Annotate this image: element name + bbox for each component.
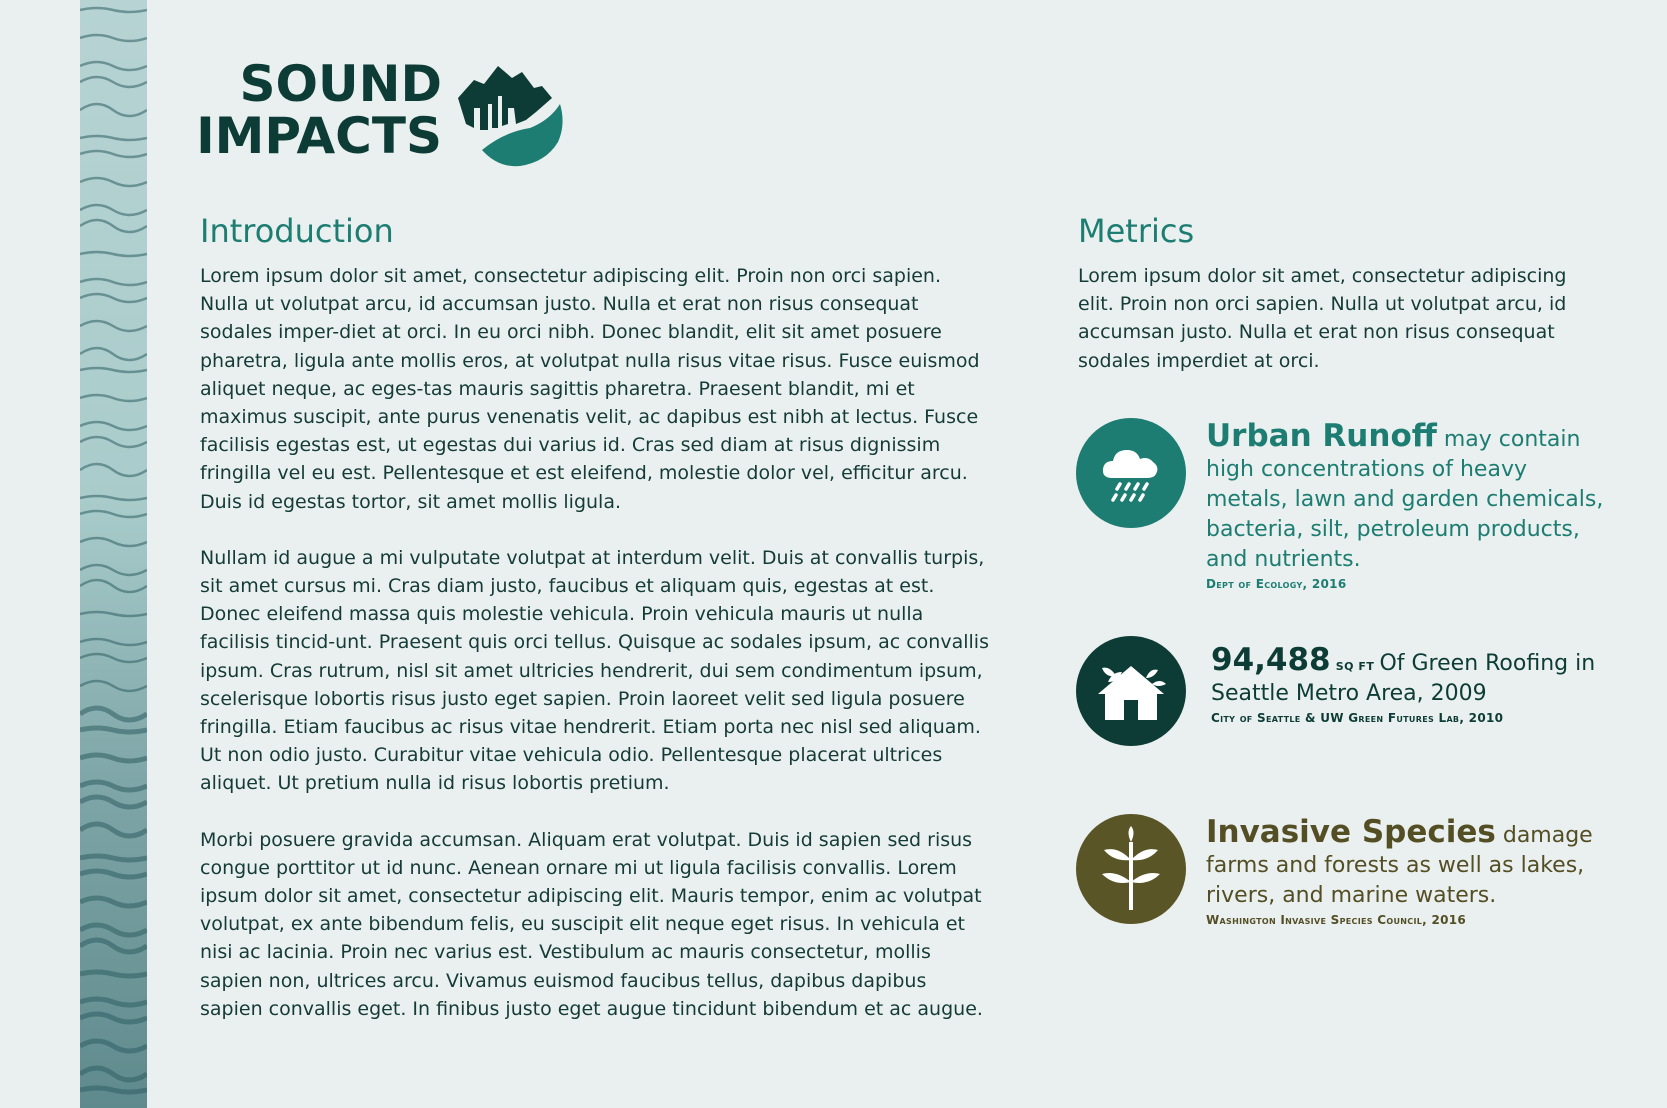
metric-green-roofing xyxy=(1076,636,1616,756)
metric-text xyxy=(1206,418,1606,591)
intro-paragraph-1: Lorem ipsum dolor sit amet, consectetur adipiscing elit. Proin non orci sapien. Nulla ut volutpat arcu, id accumsan justo. Nulla et erat non risus consequat sodales imper-diet at orci. In eu orci nibh. Donec blandit, elit sit amet posuere pharetra, ligula ante mollis eros, at volutpat nulla risus vitae risus. Fusce euismod aliquet neque, ac eges-tas mauris sagittis pharetra. Praesent blandit, mi et maximus suscipit, ante purus venenatis velit, ac dapibus est nibh at lectus. Fusce facilisis egestas est, ut egestas dui varius id. Cras sed diam at risus dignissim fringilla vel eu est. Pellentesque et est eleifend, molestie dolor vel, efficitur arcu. Duis id egestas tortor, sit amet mollis ligula. xyxy=(200,265,980,513)
metric-description: Of Green Roofing in Seattle Metro Area, 2009 xyxy=(1211,651,1596,706)
metric-text xyxy=(1211,642,1611,725)
metric-source: Dept of Ecology, 2016 xyxy=(1206,577,1347,591)
metric-highlight: Urban Runoff xyxy=(1206,418,1437,454)
metric-highlight: Invasive Species xyxy=(1206,814,1496,850)
intro-paragraph-2: Nullam id augue a mi vulputate volutpat at interdum velit. Duis at convallis turpis, sit amet cursus mi. Cras diam justo, faucibus et aliquam quis, egestas at est. Donec eleifend massa quis molestie vehicula. Proin vehicula mauris ut nulla facilisis tincid-unt. Praesent quis orci tellus. Quisque ac sodales ipsum, ac convallis ipsum. Cras rutrum, nisl sit amet ultricies hendrerit, dui sem condimentum ipsum, scelerisque lobortis risus justo eget sapien. Proin laoreet velit sed ligula posuere fringilla. Etiam faucibus ac risus vitae hendrerit. Etiam porta nec nisl sed aliquam. Ut non odio justo. Curabitur vitae vehicula odio. Pellentesque placerat ultrices aliquet. Ut pretium nulla id risus lobortis pretium. xyxy=(200,546,989,795)
water-texture-strip xyxy=(80,0,147,1108)
plant-sprout-icon xyxy=(1076,814,1186,924)
rain-cloud-icon xyxy=(1076,418,1186,528)
introduction-heading: Introduction xyxy=(200,212,394,250)
metric-highlight: 94,488 xyxy=(1211,642,1331,678)
metrics-body: Lorem ipsum dolor sit amet, consectetur adipiscing elit. Proin non orci sapien. Nulla ut volutpat arcu, id accumsan justo. Nulla et erat non risus consequat sodales imperdiet at orci. xyxy=(1078,265,1567,372)
green-roof-house-icon xyxy=(1076,636,1186,746)
logo-line-2: IMPACTS xyxy=(196,107,442,165)
metrics-heading: Metrics xyxy=(1078,212,1195,250)
introduction-body xyxy=(200,262,990,1051)
logo-line-1: SOUND xyxy=(239,55,442,113)
metric-source: City of Seattle & UW Green Futures Lab, 2010 xyxy=(1211,711,1504,725)
water-ripple-image xyxy=(80,0,147,1108)
city-hand-logo-icon xyxy=(454,58,566,168)
metric-unit: SQ FT xyxy=(1335,660,1375,673)
metric-description: damage farms and forests as well as lakes, rivers, and marine waters. xyxy=(1206,823,1593,908)
metric-invasive-species xyxy=(1076,814,1616,954)
metric-source: Washington Invasive Species Council, 2016 xyxy=(1206,913,1467,927)
intro-paragraph-3: Morbi posuere gravida accumsan. Aliquam erat volutpat. Duis id sapien sed risus congue porttitor ut id nunc. Aenean ornare mi ut ligula facilisis convallis. Lorem ipsum dolor sit amet, consectetur adipiscing elit. Mauris tempor, enim ac volutpat volutpat, ex ante bibendum felis, eu suscipit elit neque eget risus. In vehicula et nisi ac lacinia. Proin nec varius est. Vestibulum ac mauris consectetur, mollis sapien non, ultrices arcu. Vivamus euismod faucibus tellus, dapibus dapibus sapien convallis eget. In finibus justo eget augue tincidunt bibendum et ac augue. xyxy=(200,828,983,1020)
metric-urban-runoff xyxy=(1076,418,1616,598)
sound-impacts-logo xyxy=(192,55,582,178)
metric-text xyxy=(1206,814,1606,927)
logo-wordmark xyxy=(192,55,442,165)
metric-description: may contain high concentrations of heavy metals, lawn and garden chemicals, bacteria, silt, petroleum products, and nutrients. xyxy=(1206,427,1604,572)
